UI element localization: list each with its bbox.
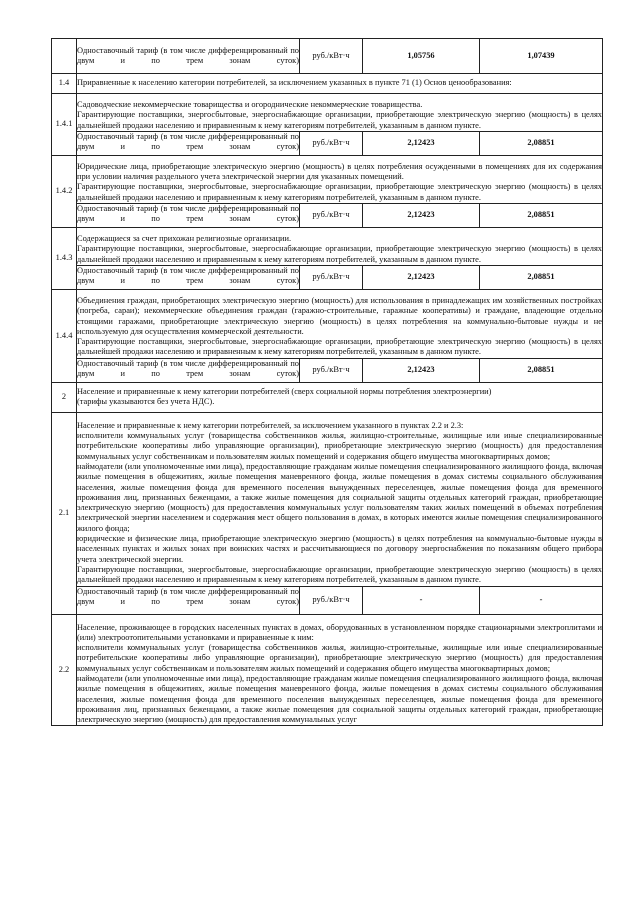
table-row (52, 39, 603, 74)
tariff-label: Одноставочный тариф (в том числе дифференцированный по двум и по трем зонам суток) (77, 265, 300, 289)
paragraph: Садоводческие некоммерческие товарищества и огороднические некоммерческие товарищества. (77, 100, 423, 109)
row-number: 1.4 (52, 74, 77, 94)
paragraph: Гарантирующие поставщики, энергосбытовые, энергоснабжающие организации, приобретающие электрическую энергию (мощность) в целях дальнейшей продажи населению и приравненным к нему категориям потребителей, указанным в данном пункте. (77, 244, 602, 264)
unit-cell: руб./кВт·ч (300, 265, 363, 289)
tariff-label: Одноставочный тариф (в том числе дифференцированный по двум и по трем зонам суток) (77, 204, 300, 228)
unit-cell: руб./кВт·ч (300, 586, 363, 614)
table-row (52, 586, 603, 614)
table-row (52, 228, 603, 266)
value-cell: 1,05756 (363, 39, 480, 74)
paragraph: Гарантирующие поставщики, энергосбытовые, энергоснабжающие организации, приобретающие электрическую энергию (мощность) в целях дальнейшей продажи населению и приравненным к нему категориям потребителей, указанным в данном пункте. (77, 564, 602, 585)
value-cell: 2,08851 (480, 358, 603, 382)
value-cell: 1,07439 (480, 39, 603, 74)
row-number: 2.1 (52, 412, 77, 614)
row-number: 1.4.2 (52, 155, 77, 227)
row-text (77, 228, 603, 266)
value-cell: - (363, 586, 480, 614)
row-number: 1.4.4 (52, 289, 77, 382)
table-row (52, 204, 603, 228)
table-row (52, 155, 603, 203)
paragraph: исполнители коммунальных услуг (товарищества собственников жилья, жилищно-строительные, жилищные или иные специализированные потребительские кооперативы либо управляющие организации), приобретающие электрическую энергию (мощность) для предоставления коммунальных услуг собственникам и пользователям жилых помещений и содержания общего имущества многоквартирных домов; (77, 643, 602, 673)
row-text (77, 94, 603, 132)
row-number: 2.2 (52, 614, 77, 726)
row-text: Приравненные к населению категории потребителей, за исключением указанных в пункте 71 (1) Основ ценообразования: (77, 74, 603, 94)
row-number (52, 39, 77, 74)
paragraph: Гарантирующие поставщики, энергосбытовые, энергоснабжающие организации, приобретающие электрическую энергию (мощность) в целях дальнейшей продажи населению и приравненным к нему категориям потребителей, указанным в данном пункте. (77, 337, 602, 357)
value-cell: 2,12423 (363, 204, 480, 228)
paragraph: Объединения граждан, приобретающих электрическую энергию (мощность) для использования в принадлежащих им хозяйственных постройках (погреба, сараи); некоммерческие объединения граждан (гаражно-строительные, гаражные кооперативы) и граждане, владеющие отдельно стоящими гаражами, приобретающие электрическую энергию (мощность) в целях потребления на коммунально-бытовые нужды и не используемую для осуществления коммерческой деятельности. (77, 295, 602, 336)
row-text (77, 412, 603, 586)
paragraph: юридические и физические лица, приобретающие электрическую энергию (мощность) в целях потребления на коммунально-бытовые нужды в населенных пунктах и жилых зонах при воинских частях и рассчитывающиеся по договору энергоснабжения по показаниям общего прибора учета электрической энергии. (77, 534, 602, 564)
paragraph: Население и приравненные к нему категории потребителей (сверх социальной нормы потребления электроэнергии) (77, 386, 492, 396)
paragraph: Население, проживающее в городских населенных пунктах в домах, оборудованных в установленном порядке стационарными электроплитами и (или) электроотопительными установками и приравненные к ним: (77, 622, 602, 642)
paragraph: (тарифы указываются без учета НДС). (77, 397, 215, 407)
row-number: 1.4.1 (52, 94, 77, 156)
row-text (77, 614, 603, 726)
tariff-label: Одноставочный тариф (в том числе дифференцированный по двум и по трем зонам суток) (77, 586, 300, 614)
table-row (52, 131, 603, 155)
value-cell: - (480, 586, 603, 614)
tariff-label: Одноставочный тариф (в том числе дифференцированный по двум и по трем зонам суток) (77, 131, 300, 155)
paragraph: Гарантирующие поставщики, энергосбытовые, энергоснабжающие организации, приобретающие электрическую энергию (мощность) в целях дальнейшей продажи населению и приравненным к нему категориям потребителей, указанным в данном пункте. (77, 182, 602, 202)
value-cell: 2,12423 (363, 358, 480, 382)
paragraph: Гарантирующие поставщики, энергосбытовые, энергоснабжающие организации, приобретающие электрическую энергию (мощность) в целях дальнейшей продажи населению и приравненным к нему категориям потребителей, указанным в данном пункте. (77, 110, 602, 130)
paragraph: исполнители коммунальных услуг (товарищества собственников жилья, жилищно-строительные, жилищные или иные специализированные потребительские кооперативы либо управляющие организации), приобретающие электрическую энергию (мощность) для предоставления коммунальных услуг собственникам и пользователям жилых помещений и содержания общего имущества многоквартирных домов; (77, 431, 602, 461)
row-text (77, 155, 603, 203)
table-row (52, 265, 603, 289)
unit-cell: руб./кВт·ч (300, 39, 363, 74)
tariff-label: Одноставочный тариф (в том числе дифференцированный по двум и по трем зонам суток) (77, 39, 300, 74)
table-row (52, 74, 603, 94)
paragraph: наймодатели (или уполномоченные ими лица), предоставляющие гражданам жилые помещения специализированного жилищного фонда, включая жилые помещения в общежитиях, жилые помещения маневренного фонда, жилые помещения в домах системы социального обслуживания населения, жилые помещения фонда для временного поселения вынужденных переселенцев, жилые помещения фонда для временного проживания лиц, признанных беженцами, а также жилые помещения для социальной защиты отдельных категорий граждан, приобретающие электрическую энергию (мощность) для предоставления коммунальных услуг (77, 673, 602, 725)
value-cell: 2,08851 (480, 265, 603, 289)
unit-cell: руб./кВт·ч (300, 358, 363, 382)
row-text (77, 382, 603, 412)
tariff-document (51, 38, 602, 726)
unit-cell: руб./кВт·ч (300, 204, 363, 228)
value-cell: 2,12423 (363, 265, 480, 289)
table-row (52, 289, 603, 358)
row-number: 2 (52, 382, 77, 412)
table-row (52, 382, 603, 412)
value-cell: 2,12423 (363, 131, 480, 155)
unit-cell: руб./кВт·ч (300, 131, 363, 155)
row-number: 1.4.3 (52, 228, 77, 290)
table-row (52, 358, 603, 382)
row-text (77, 289, 603, 358)
table-row (52, 614, 603, 726)
paragraph: Юридические лица, приобретающие электрическую энергию (мощность) в целях потребления осужденными в помещениях для их содержания при условии наличия раздельного учета электрической энергии для указанных помещений. (77, 161, 602, 182)
table-row (52, 94, 603, 132)
value-cell: 2,08851 (480, 204, 603, 228)
tariff-label: Одноставочный тариф (в том числе дифференцированный по двум и по трем зонам суток) (77, 358, 300, 382)
paragraph: Содержащиеся за счет прихожан религиозные организации. (77, 234, 292, 244)
paragraph: наймодатели (или уполномоченные ими лица), предоставляющие гражданам жилые помещения специализированного жилищного фонда, включая жилые помещения в общежитиях, жилые помещения маневренного фонда, жилые помещения в домах системы социального обслуживания населения, жилые помещения фонда для временного поселения вынужденных переселенцев, жилые помещения фонда для временного проживания лиц, признанных беженцами, а также жилые помещения для социальной защиты отдельных категорий граждан, приобретающие электрическую энергию (мощность) для предоставления коммунальных услуг пользователям таких жилых помещений в объемах потребления электрической энергии населением и содержания мест общего пользования в домах, в которых имеются жилые помещения специализированного жилого фонда; (77, 461, 602, 533)
table-row (52, 412, 603, 586)
tariff-table (51, 38, 603, 726)
value-cell: 2,08851 (480, 131, 603, 155)
paragraph: Население и приравненные к нему категории потребителей, за исключением указанного в пунктах 2.2 и 2.3: (77, 420, 464, 430)
